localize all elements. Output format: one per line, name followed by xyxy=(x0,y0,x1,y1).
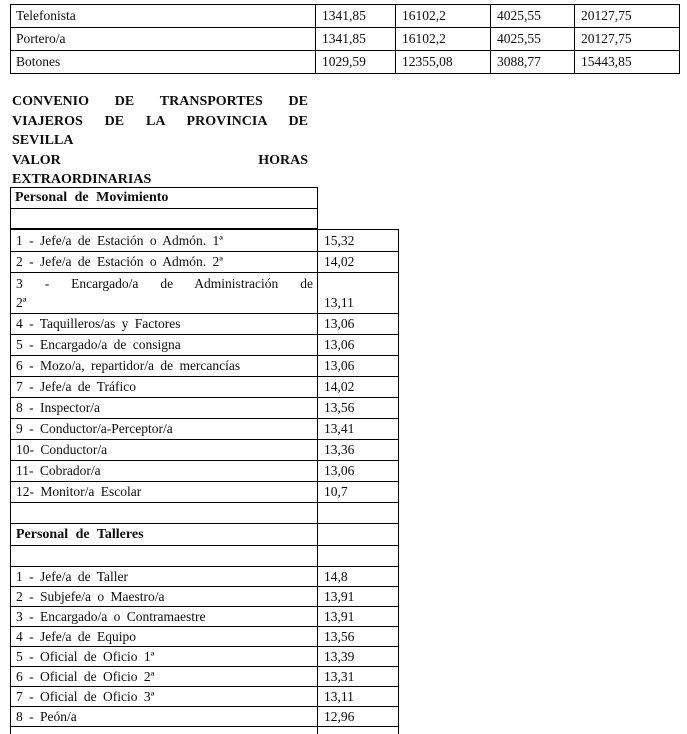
category-label: 7 - Oficial de Oficio 3ª xyxy=(11,687,318,707)
amount-cell: 1029,59 xyxy=(316,51,396,74)
amount-cell: 12355,08 xyxy=(396,51,491,74)
amount-cell: 15443,85 xyxy=(575,51,680,74)
rate-value: 13,41 xyxy=(318,419,399,440)
rate-value: 10,7 xyxy=(318,482,399,503)
table-row xyxy=(11,188,318,209)
rate-value: 13,06 xyxy=(318,335,399,356)
salary-continuation-table xyxy=(10,4,680,74)
category-label-line: 3 - Encargado/a de Administración de xyxy=(16,276,313,291)
table-row xyxy=(11,5,680,28)
rate-value: 13,06 xyxy=(318,461,399,482)
category-label: 2 - Jefe/a de Estación o Admón. 2ª xyxy=(11,252,318,273)
table-row xyxy=(11,647,399,667)
category-label: 2 - Subjefe/a o Maestro/a xyxy=(11,587,318,607)
section-header: Personal de Movimiento xyxy=(11,188,318,209)
category-label: 3 - Encargado/a o Contramaestre xyxy=(11,607,318,627)
rate-value: 13,91 xyxy=(318,587,399,607)
table-row xyxy=(11,667,399,687)
table-row xyxy=(11,482,399,503)
personal-movimiento-header-table xyxy=(10,187,318,229)
amount-cell: 4025,55 xyxy=(491,5,575,28)
table-row xyxy=(11,587,399,607)
table-row xyxy=(11,230,399,252)
rate-value: 13,06 xyxy=(318,356,399,377)
empty-row xyxy=(11,546,399,567)
title-line: SEVILLA xyxy=(12,133,74,148)
title-line: EXTRAORDINARIAS xyxy=(12,172,152,187)
table-row xyxy=(11,356,399,377)
table-row xyxy=(11,273,399,314)
amount-cell: 1341,85 xyxy=(316,28,396,51)
rate-value: 13,06 xyxy=(318,314,399,335)
rate-value: 13,56 xyxy=(318,398,399,419)
table-row xyxy=(11,419,399,440)
rate-value: 12,96 xyxy=(318,707,399,727)
rate-value: 14,02 xyxy=(318,252,399,273)
table-row xyxy=(11,567,399,587)
category-label: Telefonista xyxy=(11,5,316,28)
category-label: 12- Monitor/a Escolar xyxy=(11,482,318,503)
amount-cell: 16102,2 xyxy=(396,28,491,51)
rate-value: 13,56 xyxy=(318,627,399,647)
table-row xyxy=(11,335,399,356)
table-row xyxy=(11,687,399,707)
empty-cell xyxy=(318,503,399,524)
rate-value: 14,02 xyxy=(318,377,399,398)
empty-cell xyxy=(11,209,318,229)
amount-cell: 16102,2 xyxy=(396,5,491,28)
category-label xyxy=(11,273,318,314)
category-label: 7 - Jefe/a de Tráfico xyxy=(11,377,318,398)
table-row xyxy=(11,314,399,335)
section-header: Personal de Talleres xyxy=(11,524,318,546)
category-label: 10- Conductor/a xyxy=(11,440,318,461)
rate-value: 13,11 xyxy=(318,687,399,707)
document-title xyxy=(12,92,308,190)
category-label: 5 - Encargado/a de consigna xyxy=(11,335,318,356)
category-label: 6 - Mozo/a, repartidor/a de mercancías xyxy=(11,356,318,377)
category-label: 1 - Jefe/a de Taller xyxy=(11,567,318,587)
category-label: 8 - Peón/a xyxy=(11,707,318,727)
table-row xyxy=(11,440,399,461)
empty-row xyxy=(11,727,399,734)
table-row xyxy=(11,707,399,727)
category-label-line: 2ª xyxy=(16,295,27,310)
amount-cell: 1341,85 xyxy=(316,5,396,28)
empty-row xyxy=(11,503,399,524)
rate-value: 14,8 xyxy=(318,567,399,587)
amount-cell: 20127,75 xyxy=(575,5,680,28)
amount-cell: 3088,77 xyxy=(491,51,575,74)
empty-cell xyxy=(318,727,399,734)
rate-value: 15,32 xyxy=(318,230,399,252)
table-row xyxy=(11,607,399,627)
category-label: 5 - Oficial de Oficio 1ª xyxy=(11,647,318,667)
category-label: Botones xyxy=(11,51,316,74)
empty-cell xyxy=(11,546,318,567)
category-label: Portero/a xyxy=(11,28,316,51)
rate-value: 13,36 xyxy=(318,440,399,461)
rate-value: 13,91 xyxy=(318,607,399,627)
table-row xyxy=(11,627,399,647)
category-label: 9 - Conductor/a-Perceptor/a xyxy=(11,419,318,440)
rate-value: 13,39 xyxy=(318,647,399,667)
title-line: VIAJEROS DE LA PROVINCIA DE xyxy=(12,113,308,129)
table-row xyxy=(11,51,680,74)
table-row xyxy=(11,398,399,419)
empty-cell xyxy=(318,546,399,567)
table-row xyxy=(11,28,680,51)
rate-value: 13,31 xyxy=(318,667,399,687)
title-line: CONVENIO DE TRANSPORTES DE xyxy=(12,94,308,109)
title-line: VALOR HORAS xyxy=(12,152,308,168)
rate-value: 13,11 xyxy=(318,273,399,314)
category-label: 6 - Oficial de Oficio 2ª xyxy=(11,667,318,687)
category-label: 11- Cobrador/a xyxy=(11,461,318,482)
category-label: 8 - Inspector/a xyxy=(11,398,318,419)
table-row xyxy=(11,524,399,546)
category-label: 4 - Jefe/a de Equipo xyxy=(11,627,318,647)
category-label: 1 - Jefe/a de Estación o Admón. 1ª xyxy=(11,230,318,252)
amount-cell: 20127,75 xyxy=(575,28,680,51)
table-row xyxy=(11,377,399,398)
table-row xyxy=(11,252,399,273)
empty-cell xyxy=(318,524,399,546)
table-row xyxy=(11,461,399,482)
table-row xyxy=(11,209,318,229)
category-label: 4 - Taquilleros/as y Factores xyxy=(11,314,318,335)
empty-cell xyxy=(11,727,318,734)
empty-cell xyxy=(11,503,318,524)
amount-cell: 4025,55 xyxy=(491,28,575,51)
horas-extraordinarias-table xyxy=(10,229,399,734)
